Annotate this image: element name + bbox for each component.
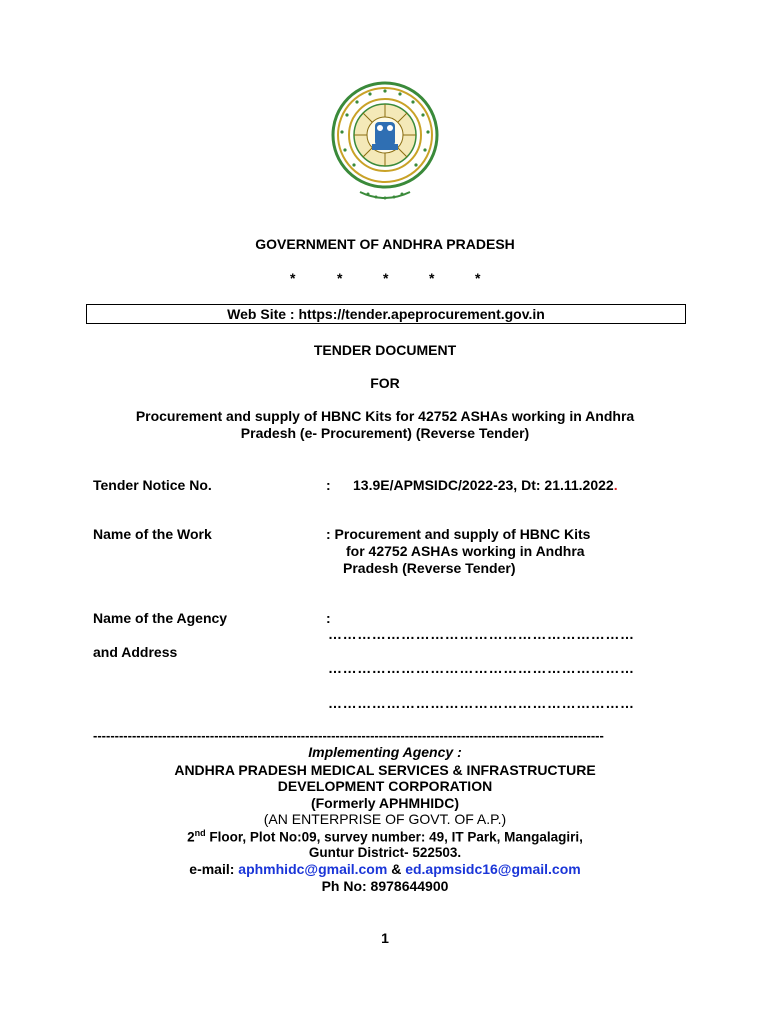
agency-dots-line-1: ………………………………………………………	[328, 626, 635, 642]
name-of-work-value-3: Pradesh (Reverse Tender)	[343, 560, 516, 576]
agency-dots-line-2: ………………………………………………………	[328, 660, 635, 676]
tender-notice-colon: :	[326, 477, 331, 493]
agency-colon: :	[326, 610, 331, 626]
tender-notice-label: Tender Notice No.	[93, 477, 212, 493]
phone-line: Ph No: 8978644900	[321, 878, 449, 894]
tender-document-title: TENDER DOCUMENT	[313, 342, 457, 358]
address-line-1: 2nd Floor, Plot No:09, survey number: 49, IT Park, Mangalagiri,	[187, 828, 583, 845]
subject-line-1: Procurement and supply of HBNC Kits for 42752 ASHAs working in Andhra	[135, 408, 635, 424]
org-name-line-2: DEVELOPMENT CORPORATION	[277, 778, 493, 794]
address-label: and Address	[93, 644, 178, 660]
website-box	[86, 304, 686, 324]
name-of-work-value-1: : Procurement and supply of HBNC Kits	[326, 526, 591, 542]
star-3: *	[383, 270, 389, 286]
dashed-separator: ----------------------------------------------------------------------------------------------------------------------	[93, 728, 604, 743]
page-number: 1	[381, 930, 389, 946]
email-line: e-mail: aphmhidc@gmail.com & ed.apmsidc16@gmail.com	[189, 861, 581, 877]
formerly-name: (Formerly APHMHIDC)	[310, 795, 460, 811]
enterprise-line: (AN ENTERPRISE OF GOVT. OF A.P.)	[263, 811, 507, 827]
address-line-2: Guntur District- 522503.	[308, 845, 462, 860]
star-5: *	[475, 270, 481, 286]
government-heading: GOVERNMENT OF ANDHRA PRADESH	[255, 236, 515, 252]
implementing-agency-label: Implementing Agency :	[308, 744, 462, 760]
subject-line-2: Pradesh (e- Procurement) (Reverse Tender)	[240, 425, 530, 441]
star-1: *	[290, 270, 296, 286]
org-name-line-1: ANDHRA PRADESH MEDICAL SERVICES & INFRASTRUCTURE	[174, 762, 596, 778]
star-2: *	[337, 270, 343, 286]
agency-dots-line-3: ………………………………………………………	[328, 695, 635, 711]
agency-label: Name of the Agency	[93, 610, 228, 626]
email-link-2[interactable]: ed.apmsidc16@gmail.com	[405, 861, 581, 877]
for-label: FOR	[370, 375, 400, 391]
email-link-1[interactable]: aphmhidc@gmail.com	[238, 861, 388, 877]
name-of-work-value-2: for 42752 ASHAs working in Andhra	[346, 543, 585, 559]
name-of-work-label: Name of the Work	[93, 526, 212, 542]
website-text: Web Site : https://tender.apeprocurement.gov.in	[227, 306, 545, 322]
tender-notice-value: 13.9E/APMSIDC/2022-23, Dt: 21.11.2022.	[353, 477, 618, 493]
star-4: *	[429, 270, 435, 286]
andhra-pradesh-emblem-icon	[330, 80, 440, 208]
